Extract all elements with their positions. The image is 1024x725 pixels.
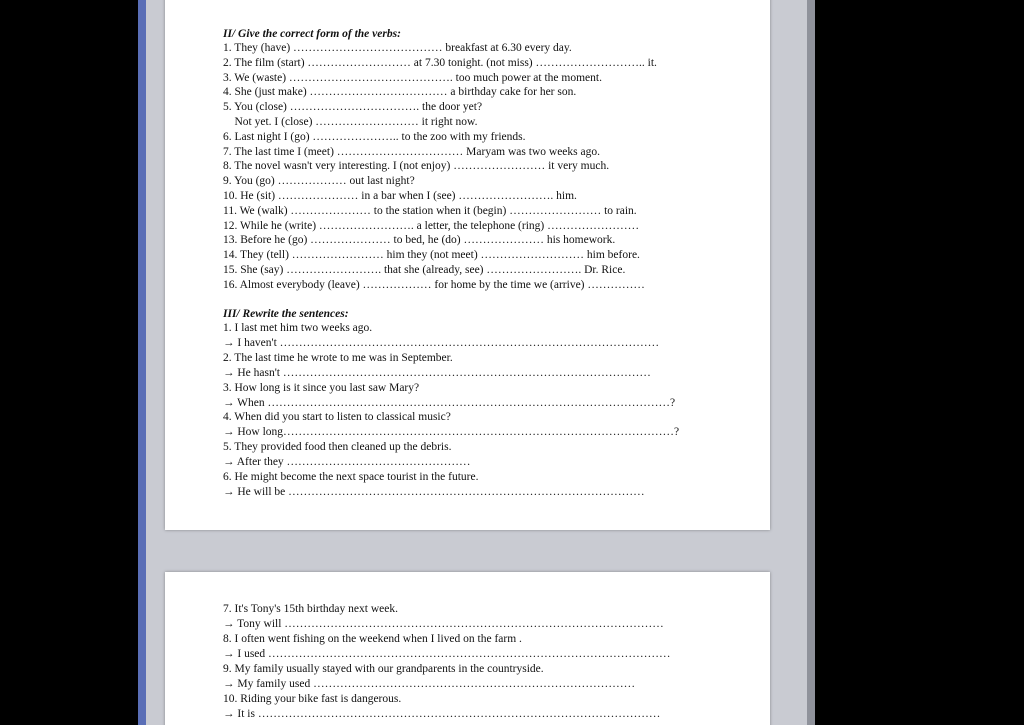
exercise-line: 9. You (go) ……………… out last night? [223,175,415,188]
exercise-line: 10. Riding your bike fast is dangerous. [223,693,402,705]
exercise-line: 6. He might become the next space tourist in the future. [223,471,479,483]
exercise-line: 15. She (say) ……………………. that she (already, see) ……………………. Dr. Rice. [223,264,626,276]
exercise-line: 7. The last time I (meet) …………………………… Maryam was two weeks ago. [223,145,600,158]
exercise-line: 4. When did you start to listen to classical music? [223,411,451,424]
exercise-line: 2. The film (start) ……………………… at 7.30 tonight. (not miss) ……………………….. it. [223,56,657,69]
exercise-line: → He will be ………………………………………………………………………………… [223,485,645,498]
exercise-line: 7. It's Tony's 15th birthday next week. [223,603,398,615]
exercise-line: 1. They (have) ………………………………… breakfast at 6.30 every day. [223,42,572,54]
exercise-line: 10. He (sit) ………………… in a bar when I (see) ……………………. him. [223,190,577,202]
exercise-line: 6. Last night I (go) ………………….. to the zoo with my friends. [223,130,526,143]
exercise-line: → How long…………………………………………………………………………………………? [223,426,680,439]
worksheet-page-1 [165,0,770,530]
exercise-line: → When ……………………………………………………………………………………………? [223,396,676,409]
exercise-line: 5. They provided food then cleaned up the debris. [223,441,452,454]
exercise-line: 8. I often went fishing on the weekend when I lived on the farm . [223,633,522,645]
exercise-line: 3. We (waste) ……………………………………. too much power at the moment. [223,71,602,84]
exercise-line: 5. You (close) ……………………………. the door yet? [223,101,483,114]
exercise-line: → He hasn't …………………………………………………………………………………… [223,366,651,379]
exercise-line: 8. The novel wasn't very interesting. I (not enjoy) …………………… it very much. [223,160,610,173]
exercise-line: 16. Almost everybody (leave) ……………… for home by the time we (arrive) …………… [223,278,645,291]
exercise-line: 2. The last time he wrote to me was in September. [223,351,453,364]
exercise-line: → It is …………………………………………………………………………………………… [223,708,661,720]
exercise-line: 13. Before he (go) ………………… to bed, he (do) ………………… his homework. [223,234,616,247]
exercise-line: → I haven't ……………………………………………………………………………………… [223,336,660,349]
exercise-line: 4. She (just make) ……………………………… a birthday cake for her son. [223,86,577,99]
viewer-left-edge [138,0,146,725]
worksheet-page-2 [165,572,770,725]
exercise-line: 3. How long is it since you last saw Mary? [223,381,420,394]
exercise-line: → After they ………………………………………… [223,456,471,469]
exercise-line: → Tony will ……………………………………………………………………………………… [223,618,664,630]
exercise-line: → I used …………………………………………………………………………………………… [223,648,671,660]
exercise-line: 11. We (walk) ………………… to the station when it (begin) …………………… to rain. [223,204,637,217]
viewer-scrollbar[interactable] [807,0,815,725]
exercise-line: → My family used ………………………………………………………………………… [223,678,636,690]
document-viewer[interactable] [138,0,815,725]
exercise-line: 12. While he (write) ……………………. a letter, the telephone (ring) …………………… [223,219,640,232]
exercise-line: 14. They (tell) …………………… him they (not meet) ……………………… him before. [223,249,640,262]
section-2-heading: II/ Give the correct form of the verbs: [223,28,401,40]
exercise-line: Not yet. I (close) ……………………… it right now. [223,116,478,128]
section-3-heading: III/ Rewrite the sentences: [223,308,349,320]
exercise-line: 9. My family usually stayed with our grandparents in the countryside. [223,663,544,675]
exercise-line: 1. I last met him two weeks ago. [223,322,373,334]
